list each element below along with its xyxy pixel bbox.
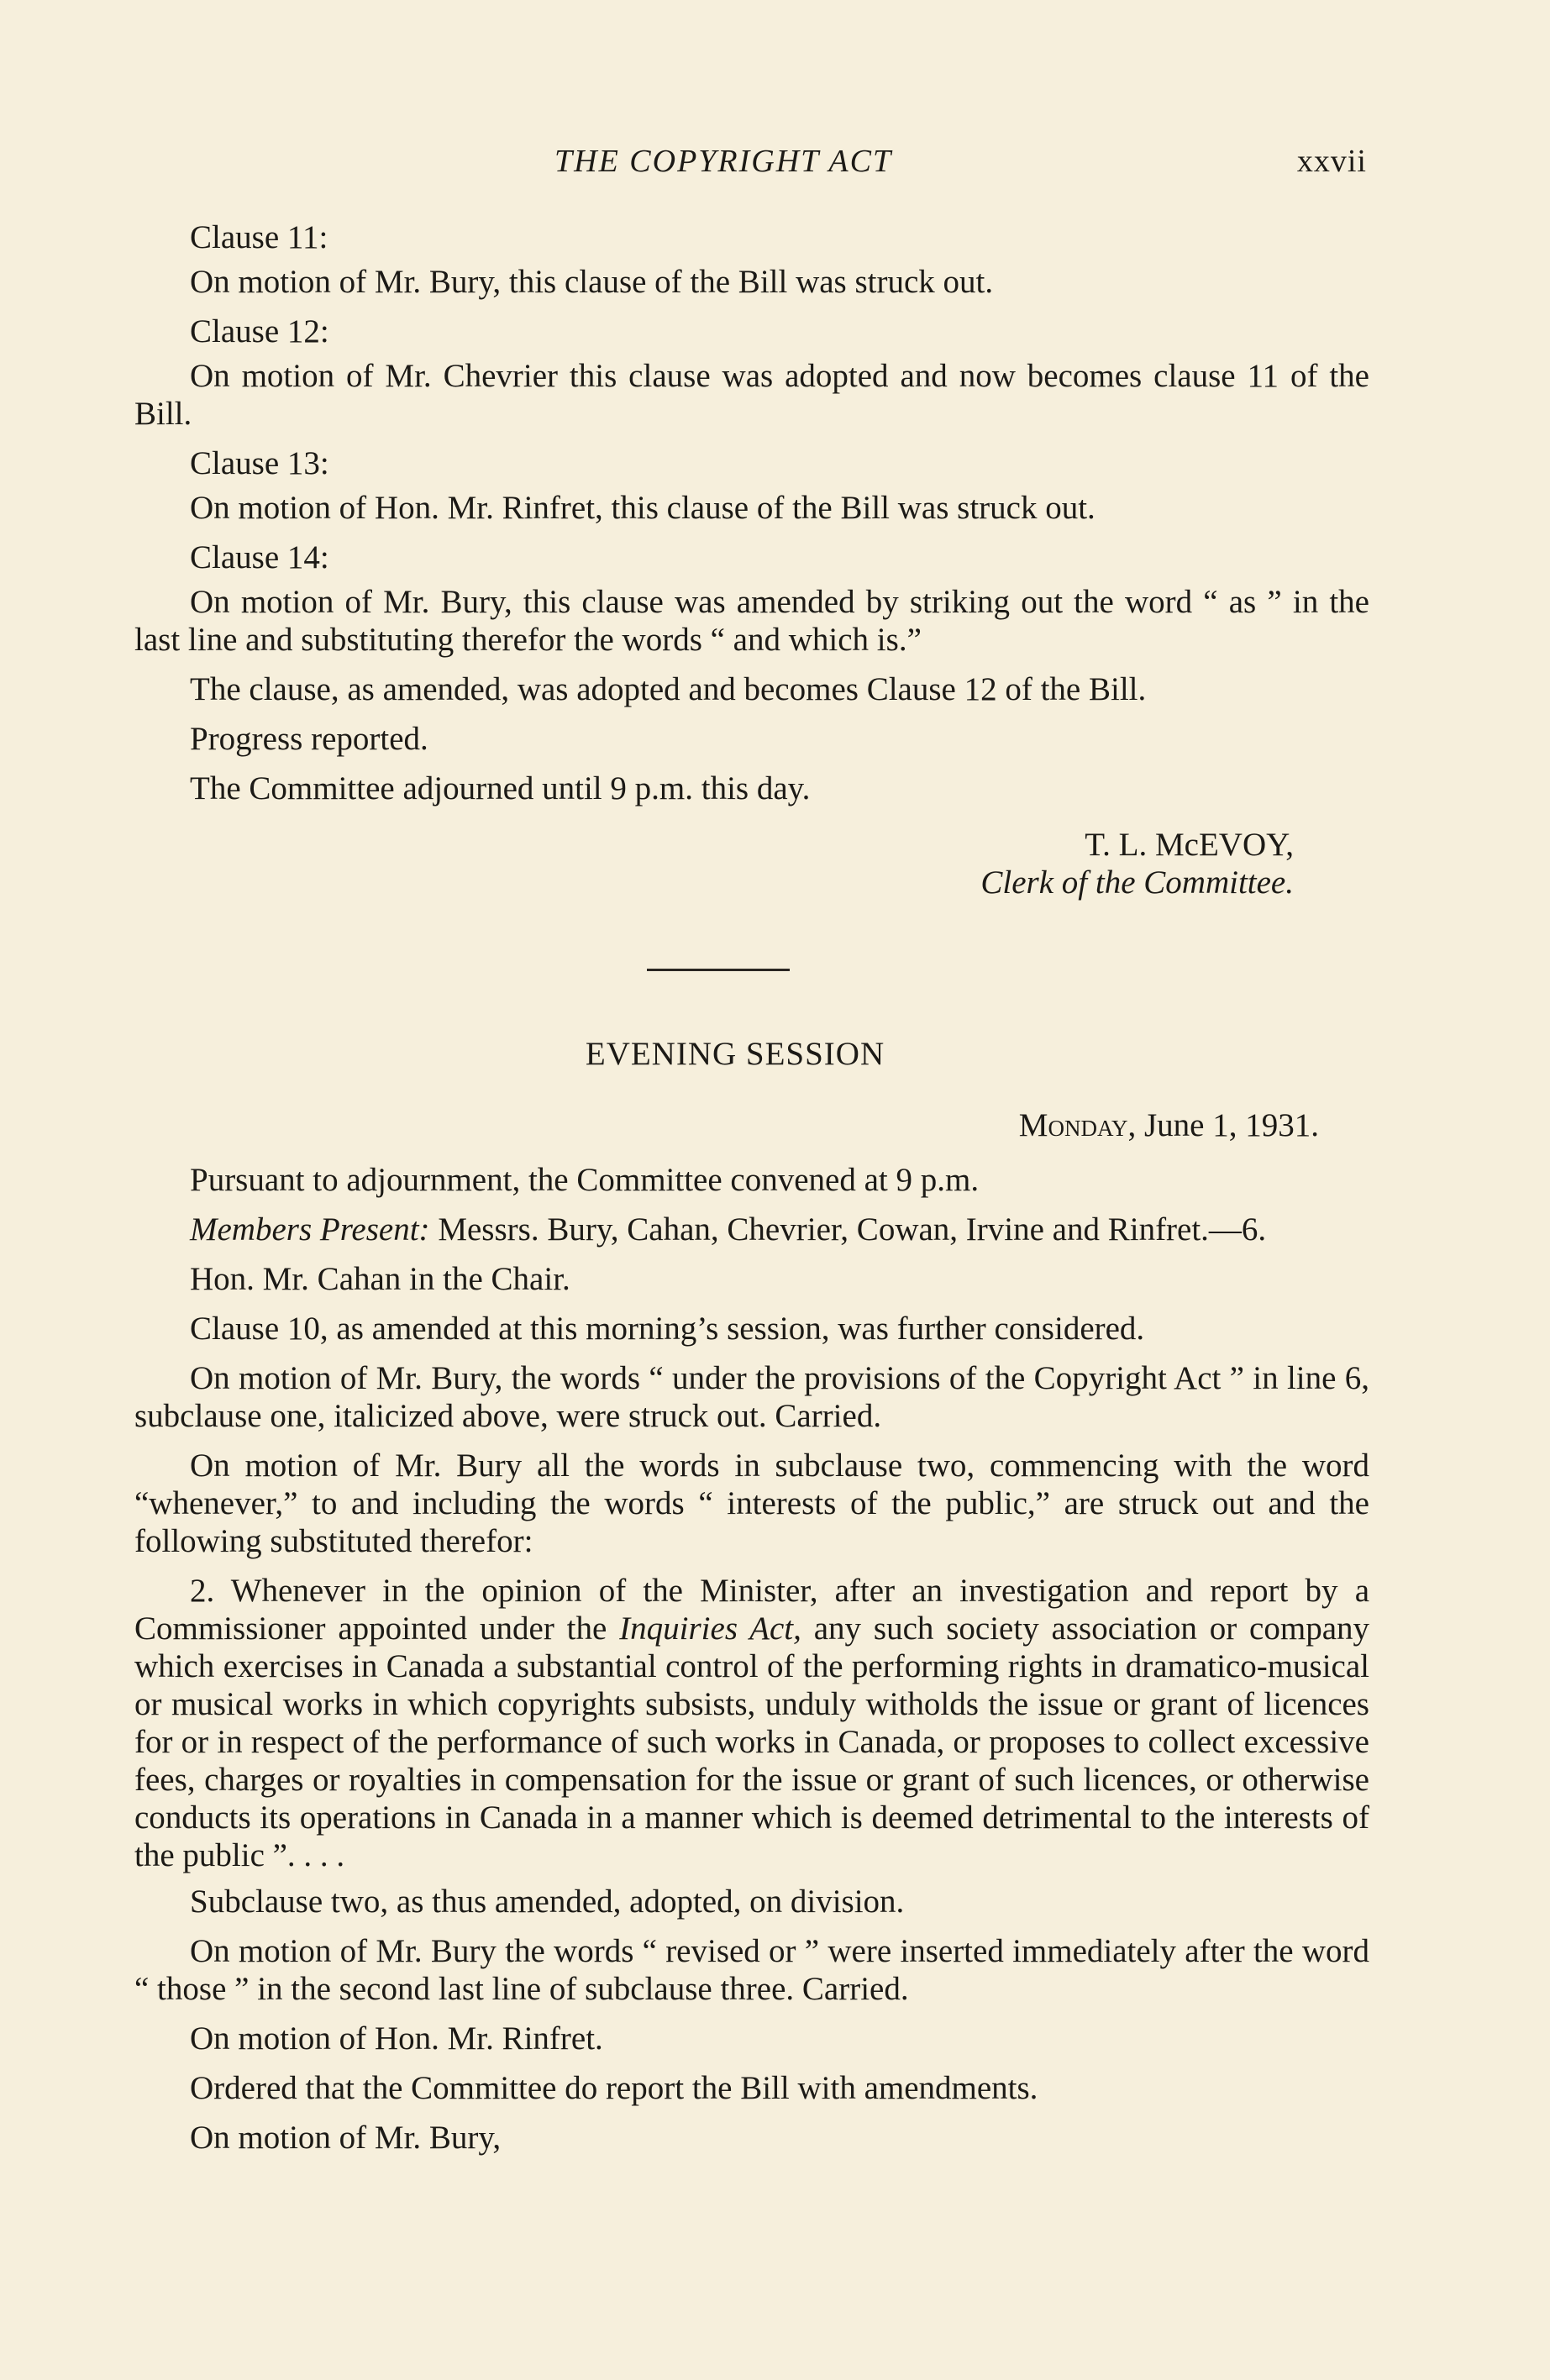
page-number: xxvii [1296, 144, 1367, 179]
session-date [134, 1106, 1369, 1144]
quote-part-1: 2. Whenever in the opinion of the Minister, after an investigation and report by a Commissioner appointed under the [134, 1573, 1369, 1647]
quote-inquiries-act: Inquiries Act, [619, 1610, 801, 1647]
subclause-adopted: Subclause two, as thus amended, adopted, on division. [190, 1884, 905, 1920]
date-weekday: Monday, [1018, 1107, 1137, 1143]
evening-session-heading: EVENING SESSION [585, 1036, 885, 1072]
clerk-name: T. L. McEVOY, [1085, 827, 1294, 863]
clause-13-label: Clause 13: [190, 445, 329, 481]
quote-part-2: any such society association or company which exercises in Canada a substantial control of the performing rights in dramatico-musical or musical works in which copyrights subsists, unduly witholds the issue or grant of licences for or in respect of the performance of such works in Canada, or proposes to collect excessive fees, charges or royalties in compensation for the issue or grant of such licences, or otherwise conducts its operations in Canada in a manner which is deemed detrimental to the interests of the public ”. . . . [134, 1610, 1370, 1873]
clause-10-considered: Clause 10, as amended at this morning’s session, was further considered. [190, 1311, 1145, 1347]
clause-11-text: On motion of Mr. Bury, this clause of the Bill was struck out. [190, 264, 994, 300]
chair-statement: Hon. Mr. Cahan in the Chair. [190, 1261, 570, 1297]
clause-14-adopted: The clause, as amended, was adopted and becomes Clause 12 of the Bill. [190, 671, 1147, 707]
motion-rinfret: On motion of Hon. Mr. Rinfret. [190, 2020, 603, 2057]
date-rest: June 1, 1931. [1136, 1107, 1319, 1143]
motion-copyright-act: On motion of Mr. Bury, the words “ under the provisions of the Copyright Act ” in line 6, subclause one, italicized above, were struck out. Carried. [134, 1360, 1369, 1434]
members-list: Messrs. Bury, Cahan, Chevrier, Cowan, Irvine and Rinfret.—6. [429, 1211, 1267, 1248]
document-body [134, 218, 1369, 2168]
clause-14-text: On motion of Mr. Bury, this clause was amended by striking out the word “ as ” in the last line and substituting therefor the words “ and which is.” [134, 584, 1369, 658]
committee-adjourned: The Committee adjourned until 9 p.m. this day. [190, 770, 811, 806]
motion-revised-or: On motion of Mr. Bury the words “ revised or ” were inserted immediately after the word “ those ” in the second last line of subclause three. Carried. [134, 1933, 1369, 2007]
clerk-title: Clerk of the Committee. [980, 864, 1294, 901]
section-divider [647, 969, 790, 971]
motion-bury-final: On motion of Mr. Bury, [190, 2120, 502, 2156]
clause-11-label: Clause 11: [190, 219, 328, 255]
clause-14-label: Clause 14: [190, 539, 329, 575]
committee-convened: Pursuant to adjournment, the Committee convened at 9 p.m. [190, 1162, 980, 1198]
running-title: THE COPYRIGHT ACT [554, 144, 893, 179]
members-present [134, 1211, 1369, 1248]
members-label: Members Present: [190, 1211, 430, 1248]
running-head [0, 143, 1550, 185]
progress-reported: Progress reported. [190, 721, 428, 757]
motion-subclause-two: On motion of Mr. Bury all the words in subclause two, commencing with the word “whenever,” to and including the words “ interests of the public,” are struck out and the following substituted therefor: [134, 1447, 1369, 1559]
substituted-subclause [134, 1572, 1369, 1874]
clause-13-text: On motion of Hon. Mr. Rinfret, this clause of the Bill was struck out. [190, 490, 1096, 526]
clerk-signature [134, 826, 1369, 901]
ordered-report: Ordered that the Committee do report the Bill with amendments. [190, 2070, 1038, 2106]
clause-12-label: Clause 12: [190, 313, 329, 349]
clause-12-text: On motion of Mr. Chevrier this clause was adopted and now becomes clause 11 of the Bill. [134, 358, 1369, 432]
